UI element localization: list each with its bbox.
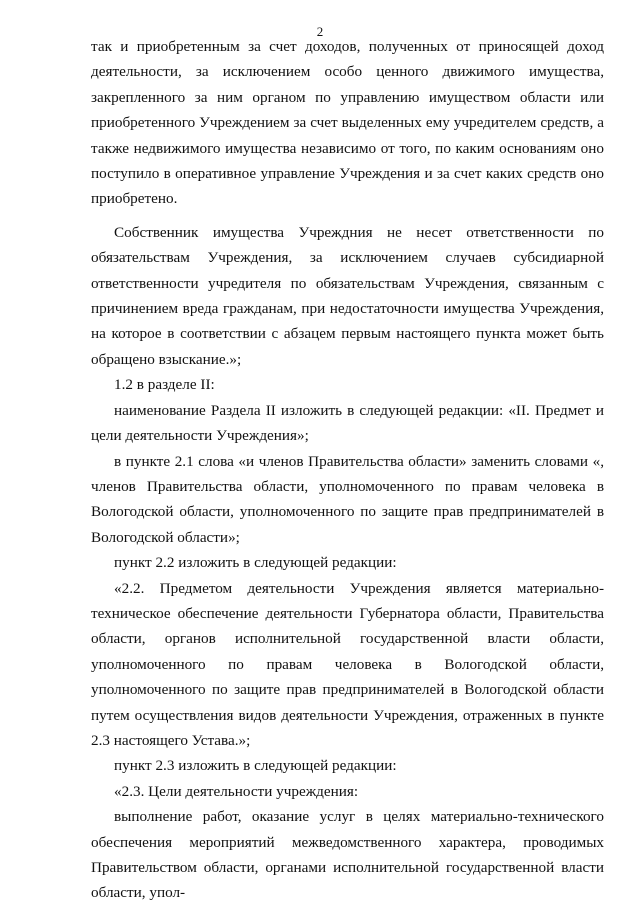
paragraph-property-continuation: так и приобретенным за счет доходов, полученных от приносящей доход деятельности, за исключением особо ценного движимого имущества, закрепленного за ним органом по управлению имуществом области или приобретенного Учреждением за счет выделенных ему учредителем средств, а также недвижимого имущества независимо от того, по каким основаниям оно поступило в оперативное управление Учреждения и за счет каких средств оно приобретено. <box>91 38 604 208</box>
paragraph-clause-2-1: в пункте 2.1 слова «и членов Правительства области» заменить словами «, членов Правительства области, уполномоченного по правам человека в Вологодской области, уполномоченного по защите прав предпринимателей в Вологодской области»; <box>91 452 604 546</box>
paragraph-clause-2-2-text: «2.2. Предметом деятельности Учреждения является материально-техническое обеспечение деятельности Губернатора области, Правительства области, органов исполнительной государственной власти области, уполномоченного по правам человека в Вологодской области, уполномоченного по защите прав предпринимателей в Вологодской области путем осуществления видов деятельности Учреждения, отраженных в пункте 2.3 настоящего Устава.»; <box>91 579 604 749</box>
paragraph-clause-2-3-heading: «2.3. Цели деятельности учреждения: <box>114 782 359 800</box>
paragraph-clause-2-3-text: выполнение работ, оказание услуг в целях материально-технического обеспечения мероприятий межведомственного характера, проводимых Правительством области, органами исполнительной государственной власти области, упол- <box>91 808 604 902</box>
paragraph-owner-liability: Собственник имущества Учреждния не несет ответственности по обязательствам Учреждения, за исключением случаев субсидиарной ответственности учредителя по обязательствам Учреждения, связанным с причинением вреда гражданам, при недостаточности имущества Учреждения, на которое в соответствии с абзацем первым настоящего пункта может быть обращено взыскание.»; <box>91 223 604 368</box>
document-body <box>91 34 604 906</box>
page-number: 2 <box>316 24 324 39</box>
paragraph-clause-2-3-intro: пункт 2.3 изложить в следующей редакции: <box>114 757 397 775</box>
paragraph-section-2-title: наименование Раздела II изложить в следующей редакции: «II. Предмет и цели деятельности Учреждения»; <box>91 401 604 445</box>
paragraph-section-2-intro: 1.2 в разделе II: <box>114 376 215 394</box>
paragraph-clause-2-2-intro: пункт 2.2 изложить в следующей редакции: <box>114 554 397 572</box>
